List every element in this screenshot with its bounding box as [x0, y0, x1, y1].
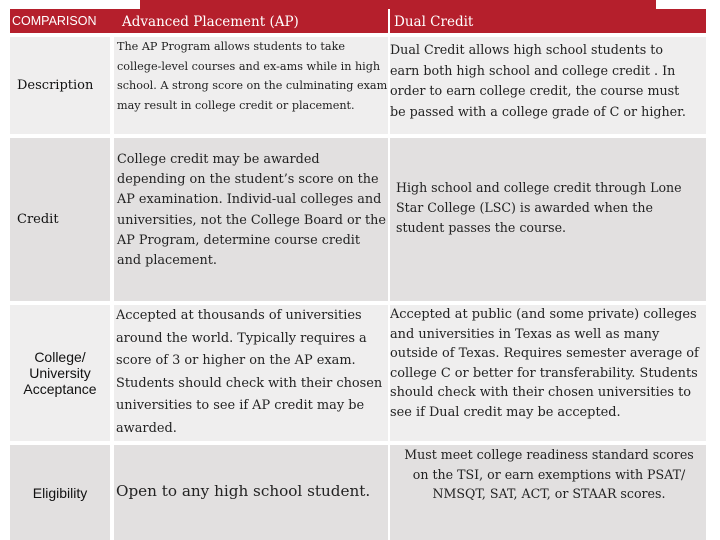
dual-cell	[390, 445, 706, 540]
dual-description-line: order to earn college credit, the course must	[390, 83, 680, 99]
table-row-eligibility	[10, 445, 706, 540]
row-label: Credit	[17, 212, 59, 227]
dual-cell	[390, 305, 706, 441]
ap-acceptance: Accepted at thousands of universities around the world. Typically requires a score of 3 or higher on the AP exam. Students should check with their chosen universities to see if AP credit may be awarded.	[116, 308, 383, 436]
dual-description-line: Dual Credit allows high school students to	[390, 42, 663, 57]
dual-description-line: be passed with a college grade of C or higher.	[390, 103, 686, 119]
row-label-cell	[10, 445, 110, 540]
ap-cell	[114, 138, 388, 301]
table-row-description	[10, 37, 706, 134]
ap-description: The AP Program allows students to take college-level courses and ex-ams while in high school. A strong score on the culminating exam may result in college credit or placement.	[117, 40, 388, 112]
ap-eligibility: Open to any high school student.	[116, 482, 371, 500]
dual-cell	[390, 37, 706, 134]
row-label-cell	[10, 305, 110, 441]
ap-credit: College credit may be awarded depending on the student’s score on the AP examination. Individ-ual colleges and universities, not the College Board or the AP Program, determine course credit and placement.	[117, 152, 386, 269]
comparison-table	[10, 9, 706, 540]
ap-cell	[114, 305, 388, 441]
dual-acceptance: Accepted at public (and some private) colleges and universities in Texas as well as many outside of Texas. Requires semester average of college C or better for transferability. Students should check with their chosen universities to see if Dual credit may be accepted.	[390, 307, 699, 420]
dual-credit: High school and college credit through Lone Star College (LSC) is awarded when the student passes the course.	[396, 180, 682, 235]
dual-cell	[390, 138, 706, 301]
header-comparison: COMPARISON	[10, 9, 114, 33]
row-label: College/ University Acceptance	[23, 349, 97, 397]
dual-eligibility: Must meet college readiness standard scores on the TSI, or earn exemptions with PSAT/ NMSQT, SAT, ACT, or STAAR scores.	[404, 447, 694, 501]
header-dual-credit: Dual Credit	[390, 9, 706, 33]
row-label: Description	[17, 78, 94, 93]
header-advanced-placement: Advanced Placement (AP)	[114, 9, 388, 33]
dual-description	[390, 40, 686, 122]
table-row-credit	[10, 138, 706, 301]
dual-description-line: earn both high school and college credit . In	[390, 62, 676, 78]
title-accent-bar	[140, 0, 656, 9]
ap-cell	[114, 445, 388, 540]
row-label: Eligibility	[32, 484, 88, 501]
row-label-cell	[10, 138, 110, 301]
table-row-acceptance	[10, 305, 706, 441]
table-header-row	[10, 9, 706, 33]
ap-cell	[114, 37, 388, 134]
row-label-cell	[10, 37, 110, 134]
